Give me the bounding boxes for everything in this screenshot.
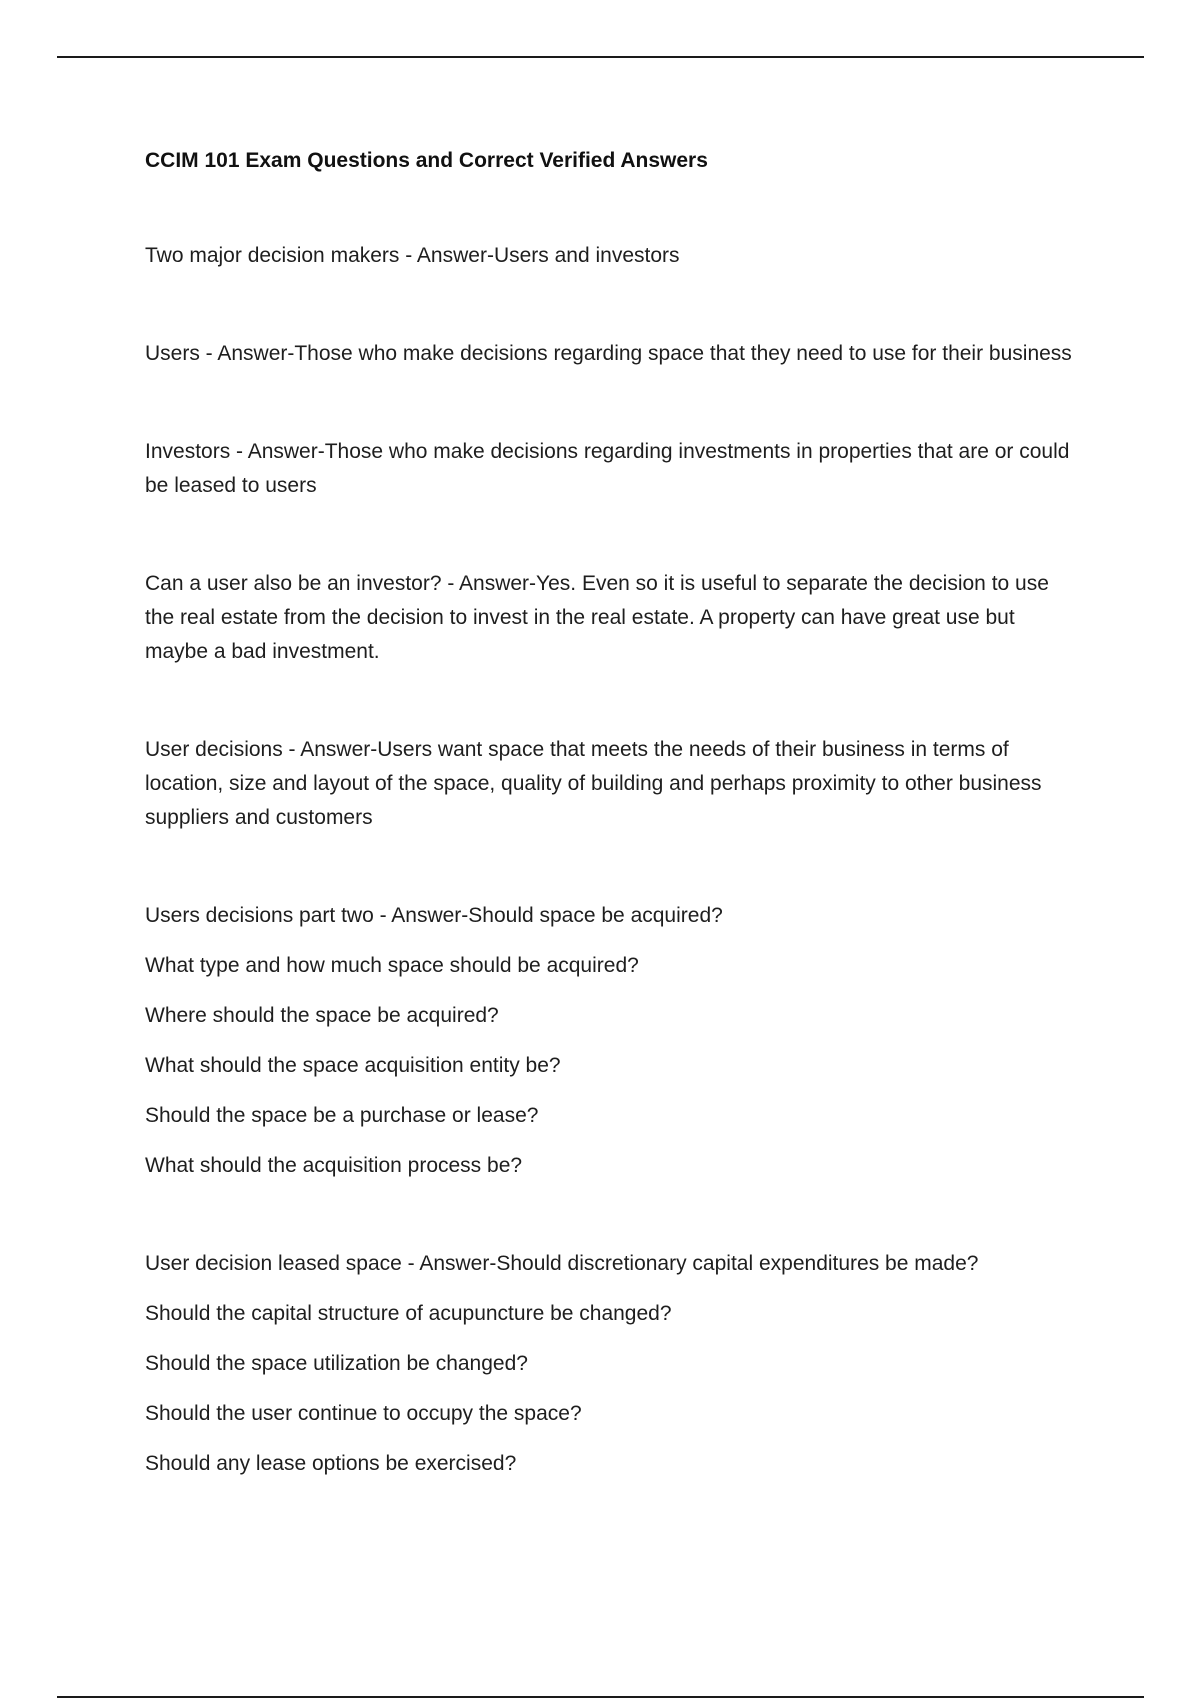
top-rule bbox=[57, 56, 1144, 58]
qa-entry bbox=[145, 239, 1075, 273]
qa-text-line: What should the acquisition process be? bbox=[145, 1154, 523, 1177]
qa-entry bbox=[145, 567, 1075, 669]
qa-text-line: Should any lease options be exercised? bbox=[145, 1452, 517, 1475]
qa-text-line: Should the user continue to occupy the space? bbox=[145, 1402, 582, 1425]
qa-text-line: Should the space utilization be changed? bbox=[145, 1352, 528, 1375]
qa-text-line: What should the space acquisition entity be? bbox=[145, 1054, 561, 1077]
qa-entry bbox=[145, 435, 1075, 503]
qa-text: Can a user also be an investor? - Answer-Yes. Even so it is useful to separate the decision to use the real estate from the decision to invest in the real estate. A property can have great use but maybe a bad investment. bbox=[145, 572, 1049, 663]
document-body bbox=[145, 144, 1075, 1545]
qa-text: Users - Answer-Those who make decisions regarding space that they need to use for their business bbox=[145, 342, 1072, 365]
qa-entry bbox=[145, 1247, 1075, 1481]
qa-entry bbox=[145, 733, 1075, 835]
qa-text: User decisions - Answer-Users want space that meets the needs of their business in terms of location, size and layout of the space, quality of building and perhaps proximity to other business suppliers and customers bbox=[145, 738, 1042, 829]
qa-text-line: Where should the space be acquired? bbox=[145, 1004, 499, 1027]
qa-text: User decision leased space - Answer-Should discretionary capital expenditures be made? bbox=[145, 1252, 979, 1275]
qa-text-line: Should the capital structure of acupuncture be changed? bbox=[145, 1302, 672, 1325]
qa-text: Two major decision makers - Answer-Users and investors bbox=[145, 244, 680, 267]
qa-text: Users decisions part two - Answer-Should space be acquired? bbox=[145, 904, 723, 927]
qa-text-line: Should the space be a purchase or lease? bbox=[145, 1104, 539, 1127]
document-title: CCIM 101 Exam Questions and Correct Verified Answers bbox=[145, 149, 708, 172]
qa-text-line: What type and how much space should be acquired? bbox=[145, 954, 639, 977]
qa-text: Investors - Answer-Those who make decisions regarding investments in properties that are or could be leased to users bbox=[145, 440, 1070, 497]
qa-entry bbox=[145, 337, 1075, 371]
qa-entry bbox=[145, 899, 1075, 1183]
bottom-rule bbox=[57, 1696, 1144, 1698]
